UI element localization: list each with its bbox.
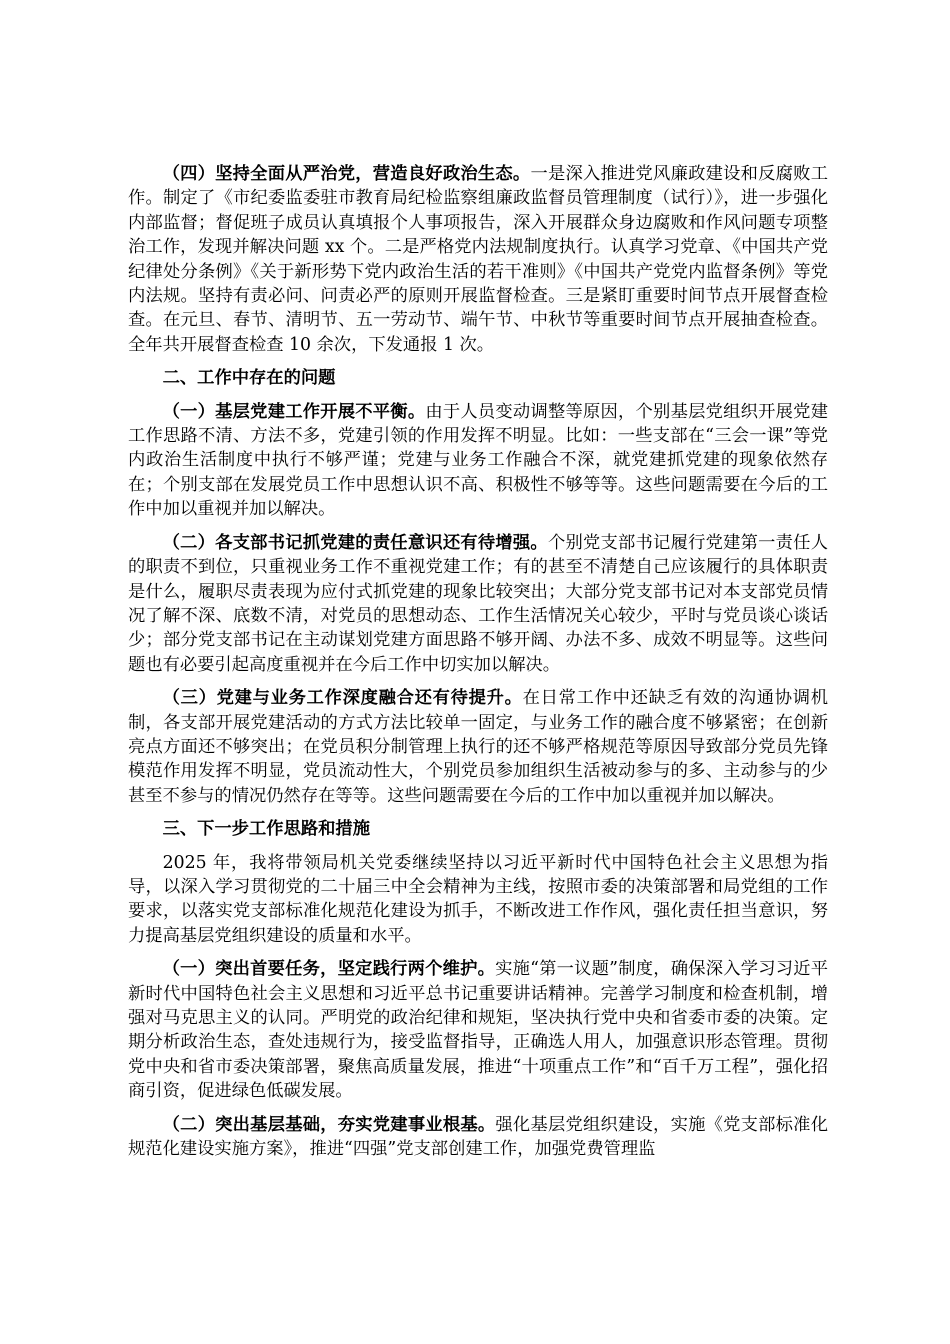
paragraph-measure-2 (128, 1113, 828, 1162)
paragraph-lead: （二）突出基层基础，夯实党建事业根基。 (162, 1114, 496, 1135)
paragraph-text: 由于人员变动调整等原因，个别基层党组织开展党建工作思路不清、方法不多，党建引领的作用发挥不明显。比如：一些支部在“三会一课”等党内政治生活制度中执行不够严谨；党建与业务工作融合不深，就党建抓党建的现象依然存在；个别支部在发展党员工作中思想认识不高、积极性不够等等。这些问题需要在今后的工作中加以重视并加以解决。 (128, 401, 828, 520)
paragraph-text: 一是深入推进党风廉政建设和反腐败工作。制定了《市纪委监委驻市教育局纪检监察组廉政监督员管理制度（试行）》，进一步强化内部监督；督促班子成员认真填报个人事项报告，深入开展群众身边腐败和作风问题专项整治工作，发现并解决问题 xx 个。二是严格党内法规制度执行。认真学习党章、《中国共产党纪律处分条例》《关于新形势下党内政治生活的若干准则》《中国共产党党内监督条例》等党内法规。坚持有责必问、问责必严的原则开展监督检查。三是紧盯重要时间节点开展督查检查。在元旦、春节、清明节、五一劳动节、端午节、中秋节等重要时间节点开展抽查检查。全年共开展督查检查 10 余次，下发通报 1 次。 (128, 164, 828, 355)
paragraph-text: 在日常工作中还缺乏有效的沟通协调机制，各支部开展党建活动的方式方法比较单一固定，与业务工作的融合度不够紧密；在创新亮点方面还不够突出；在党员积分制管理上执行的还不够严格规范等原因导致部分党员先锋模范作用发挥不明显，党员流动性大，个别党员参加组织生活被动参与的多、主动参与的少甚至不参与的情况仍然存在等等。这些问题需要在今后的工作中加以重视并加以解决。 (128, 688, 828, 806)
paragraph-lead: （三）党建与业务工作深度融合还有待提升。 (162, 688, 523, 709)
paragraph-section-1-4 (128, 162, 828, 357)
document-body (128, 162, 828, 1170)
paragraph-text: 实施“第一议题”制度，确保深入学习习近平新时代中国特色社会主义思想和习近平总书记重要讲话精神。完善学习制度和检查机制，增强对马克思主义的认同。严明党的政治纪律和规矩，坚决执行党中央和省委市委的决策。定期分析政治生态，查处违规行为，接受监督指导，正确选人用人，加强意识形态管理。贯彻党中央和省市委决策部署，聚焦高质量发展，推进“十项重点工作”和“百千万工程”，强化招商引资，促进绿色低碳发展。 (128, 959, 828, 1102)
paragraph-problem-3 (128, 686, 828, 808)
paragraph-measure-1 (128, 957, 828, 1103)
paragraph-problem-2 (128, 531, 828, 677)
paragraph-lead: （一）基层党建工作开展不平衡。 (162, 401, 426, 422)
paragraph-text: 个别党支部书记履行党建第一责任人的职责不到位，只重视业务工作不重视党建工作；有的甚至不清楚自己应该履行的具体职责是什么，履职尽责表现为应付式抓党建的现象比较突出；大部分党支部书记对本支部党员情况了解不深、底数不清，对党员的思想动态、工作生活情况关心较少，平时与党员谈心谈话少；部分党支部书记在主动谋划党建方面思路不够开阔、办法不多、成效不明显等。这些问题也有必要引起高度重视并在今后工作中切实加以解决。 (128, 532, 828, 675)
paragraph-text: 2025 年，我将带领局机关党委继续坚持以习近平新时代中国特色社会主义思想为指导，以深入学习贯彻党的二十届三中全会精神为主线，按照市委的决策部署和局党组的工作要求，以落实党支部标准化规范化建设为抓手，不断改进工作作风，强化责任担当意识，努力提高基层党组织建设的质量和水平。 (128, 852, 828, 946)
paragraph-text: 强化基层党组织建设，实施《党支部标准化规范化建设实施方案》，推进“四强”党支部创建工作，加强党费管理监 (128, 1114, 828, 1160)
paragraph-intro-2025 (128, 851, 828, 949)
paragraph-lead: （一）突出首要任务，坚定践行两个维护。 (162, 959, 496, 980)
paragraph-problem-1 (128, 400, 828, 522)
paragraph-lead: （四）坚持全面从严治党，营造良好政治生态。 (162, 164, 531, 184)
section-heading-next-steps: 三、下一步工作思路和措施 (162, 819, 370, 840)
section-heading-problems: 二、工作中存在的问题 (162, 368, 336, 389)
paragraph-lead: （二）各支部书记抓党建的责任意识还有待增强。 (162, 532, 548, 553)
